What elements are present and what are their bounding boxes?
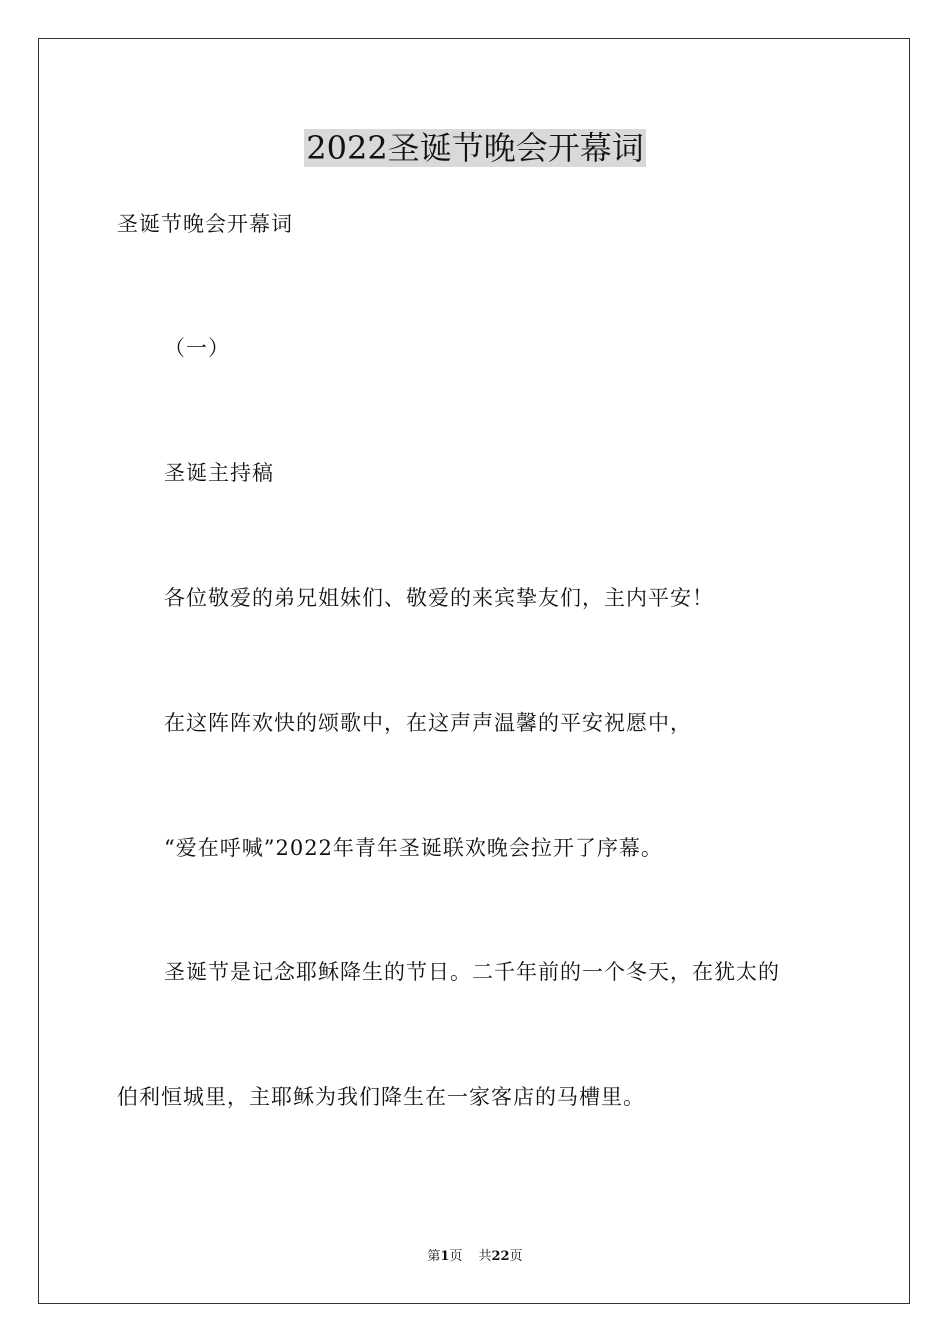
body-paragraph: “爱在呼喊”2022年青年圣诞联欢晚会拉开了序幕。: [164, 836, 663, 860]
section-number: （一）: [164, 336, 230, 360]
section-heading: 圣诞主持稿: [164, 461, 274, 485]
page-number: 1: [440, 1249, 450, 1264]
page-prefix: 第: [427, 1249, 441, 1264]
body-paragraph: 各位敬爱的弟兄姐妹们、敬爱的来宾挚友们，主内平安！: [164, 586, 714, 610]
body-paragraph: 在这阵阵欢快的颂歌中，在这声声温馨的平安祝愿中，: [164, 711, 692, 735]
total-suffix: 页: [509, 1249, 523, 1264]
page-suffix: 页: [449, 1249, 463, 1264]
total-pages: 22: [491, 1249, 510, 1264]
body-paragraph: 圣诞节是记念耶稣降生的节日。二千年前的一个冬天，在犹太的: [164, 960, 780, 984]
document-title-text: 2022圣诞节晚会开幕词: [306, 129, 644, 167]
subtitle-paragraph: 圣诞节晚会开幕词: [117, 212, 293, 236]
document-title: [0, 128, 950, 168]
total-prefix: 共: [478, 1249, 492, 1264]
page-footer: [0, 1248, 950, 1266]
body-paragraph: 伯利恒城里，主耶稣为我们降生在一家客店的马槽里。: [117, 1085, 645, 1109]
